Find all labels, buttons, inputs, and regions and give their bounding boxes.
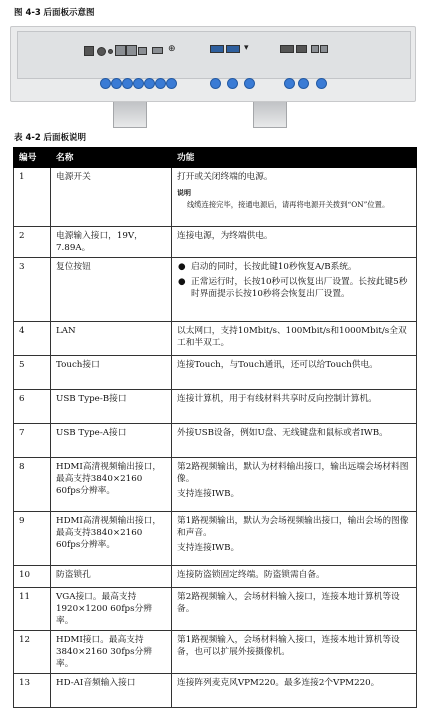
callout-7 (166, 78, 177, 89)
row-function-extra: 支持连接IWB。 (177, 543, 240, 553)
table-row (14, 631, 417, 674)
usb-type-a-port (152, 47, 163, 54)
lock-icon: ⊕ (168, 44, 176, 54)
callout-5 (144, 78, 155, 89)
row-name: HD-AI音频输入接口 (51, 674, 172, 708)
row-number: 3 (14, 258, 51, 322)
hdmi-out-1-port (226, 45, 240, 53)
hd-ai-audio-port-b (320, 45, 328, 53)
row-number: 8 (14, 458, 51, 512)
table-row (14, 322, 417, 356)
row-function (172, 168, 417, 227)
callout-3 (122, 78, 133, 89)
callout-8 (210, 78, 221, 89)
rear-panel-figure (8, 22, 418, 127)
list-item: ● 启动的同时，长按此键10秒恢复A/B系统。 (178, 262, 357, 272)
row-name: 电源输入接口，19V，7.89A。 (51, 227, 172, 258)
table-row (14, 566, 417, 588)
figure-caption (14, 6, 95, 18)
callout-1 (100, 78, 111, 89)
header-name: 名称 (51, 148, 172, 168)
row-number: 10 (14, 566, 51, 588)
callout-2 (111, 78, 122, 89)
figure-caption-label: 图 4-3 (14, 8, 41, 18)
row-function-text: 第1路视频输出，默认为会场视频输出接口，输出会场的图像和声音。 (177, 516, 409, 538)
figure-caption-text: 后面板示意图 (43, 8, 95, 18)
anti-theft-lock-icon: ▾ (244, 43, 249, 53)
table-row (14, 424, 417, 458)
header-number: 编号 (14, 148, 51, 168)
callout-10 (244, 78, 255, 89)
row-name: USB Type-B接口 (51, 390, 172, 424)
row-function: 第1路视频输入，会场材料输入接口，连接本地计算机等设备，也可以扩展外接摄像机。 (172, 631, 417, 674)
row-name: Touch接口 (51, 356, 172, 390)
table-row (14, 168, 417, 227)
callout-4 (133, 78, 144, 89)
vga-port (280, 45, 294, 53)
power-switch (84, 46, 94, 56)
left-stand (113, 100, 147, 128)
row-name: HDMI高清视频输出接口，最高支持3840×2160 60fps分辨率。 (51, 458, 172, 512)
row-number: 11 (14, 588, 51, 631)
row-function-extra: 支持连接IWB。 (177, 489, 240, 499)
table-header-row (14, 148, 417, 168)
reset-button (108, 49, 113, 54)
table-row (14, 512, 417, 566)
row-function: 外接USB设备，例如U盘、无线键盘和鼠标或者IWB。 (172, 424, 417, 458)
row-number: 7 (14, 424, 51, 458)
row-name: 防盗锁孔 (51, 566, 172, 588)
lan-port (115, 45, 126, 56)
row-function: 连接阵列麦克风VPM220。最多连接2个VPM220。 (172, 674, 417, 708)
row-name: HDMI接口。最高支持3840×2160 30fps分辨率。 (51, 631, 172, 674)
bullet-list (177, 261, 411, 300)
table-row (14, 458, 417, 512)
row-function (172, 258, 417, 322)
row-function: 连接电源，为终端供电。 (172, 227, 417, 258)
table-caption-text: 后面板说明 (43, 133, 87, 143)
row-number: 6 (14, 390, 51, 424)
table-row (14, 227, 417, 258)
touch-port (126, 45, 137, 56)
hdmi-in-port (296, 45, 307, 53)
right-stand (253, 100, 287, 128)
table-row (14, 356, 417, 390)
row-name: 复位按钮 (51, 258, 172, 322)
usb-type-b-port (138, 47, 147, 55)
header-function: 功能 (172, 148, 417, 168)
table-row (14, 258, 417, 322)
callout-13 (316, 78, 327, 89)
row-number: 2 (14, 227, 51, 258)
row-number: 9 (14, 512, 51, 566)
list-item: ● 正常运行时，长按10秒可以恢复出厂设置。长按此键5秒时界面提示长按10秒将会恢复出厂设置。 (178, 277, 408, 299)
callout-12 (298, 78, 309, 89)
row-name: VGA接口。最高支持1920×1200 60fps分辨率。 (51, 588, 172, 631)
note-text: 线缆连接完毕，接通电源后，请再将电源开关拨到“ON”位置。 (187, 200, 390, 209)
bullet-text: 正常运行时，长按10秒可以恢复出厂设置。长按此键5秒时界面提示长按10秒将会恢复出厂设置。 (191, 277, 408, 299)
row-name: HDMI高清视频输出接口，最高支持3840×2160 60fps分辨率。 (51, 512, 172, 566)
row-number: 12 (14, 631, 51, 674)
row-function: 连接Touch，与Touch通讯，还可以给Touch供电。 (172, 356, 417, 390)
row-function: 以太网口，支持10Mbit/s、100Mbit/s和1000Mbit/s全双工和半双工。 (172, 322, 417, 356)
callout-6 (155, 78, 166, 89)
port-strip (17, 31, 411, 79)
row-function: 连接计算机，用于有线材料共享时反向控制计算机。 (172, 390, 417, 424)
table-row (14, 588, 417, 631)
table-caption (14, 131, 86, 143)
row-number: 1 (14, 168, 51, 227)
row-number: 4 (14, 322, 51, 356)
rear-panel-table (13, 147, 417, 708)
row-name: USB Type-A接口 (51, 424, 172, 458)
bullet-text: 启动的同时，长按此键10秒恢复A/B系统。 (191, 262, 357, 272)
note-label: 说明 (177, 189, 191, 197)
row-function (172, 512, 417, 566)
table-row (14, 674, 417, 708)
callout-9 (227, 78, 238, 89)
row-function-text: 第2路视频输出，默认为材料输出接口，输出远端会场材料图像。 (177, 462, 409, 484)
row-function: 第2路视频输入，会场材料输入接口，连接本地计算机等设备。 (172, 588, 417, 631)
row-name: LAN (51, 322, 172, 356)
power-input-port (97, 47, 106, 56)
row-name: 电源开关 (51, 168, 172, 227)
row-function: 连接防盗锁固定终端。防盗锁需自备。 (172, 566, 417, 588)
hdmi-out-2-port (210, 45, 224, 53)
row-number: 13 (14, 674, 51, 708)
row-number: 5 (14, 356, 51, 390)
table-row (14, 390, 417, 424)
callout-11 (284, 78, 295, 89)
row-function (172, 458, 417, 512)
table-caption-label: 表 4-2 (14, 133, 41, 143)
callout-row (8, 78, 418, 92)
row-function-text: 打开或关闭终端的电源。 (177, 172, 273, 182)
hd-ai-audio-port-a (311, 45, 319, 53)
